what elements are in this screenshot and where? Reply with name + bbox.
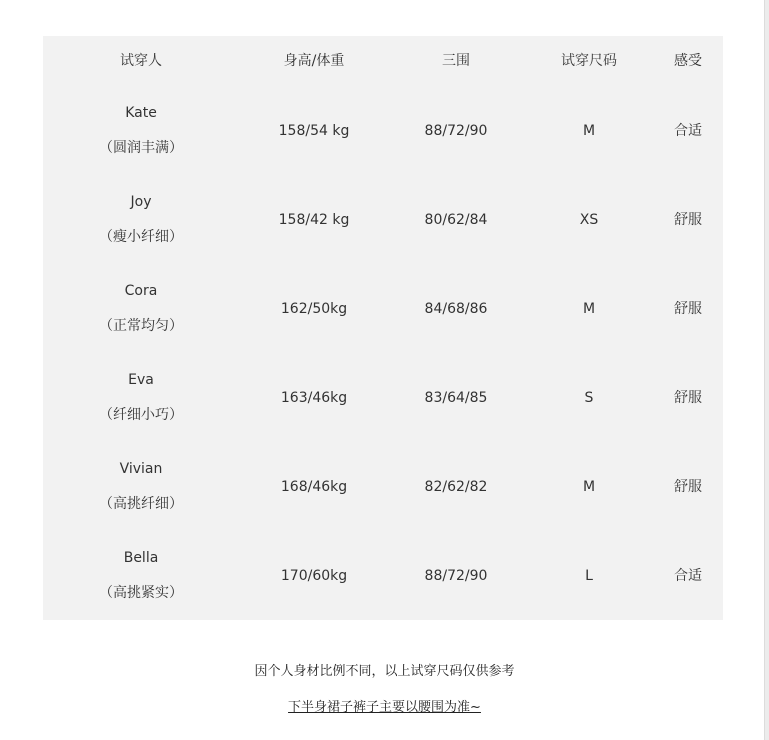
measurements-value: 88/72/90 <box>424 123 488 139</box>
table-row <box>43 371 723 460</box>
size-value: L <box>585 568 593 584</box>
measurements-value: 82/62/82 <box>424 479 488 495</box>
height-weight-value: 158/42 kg <box>278 212 350 228</box>
measurements-value: 83/64/85 <box>424 390 488 406</box>
table-row <box>43 104 723 193</box>
tester-body-type: （高挑紧实） <box>99 585 183 601</box>
tester-body-type: （纤细小巧） <box>99 407 183 423</box>
header-size: 试穿尺码 <box>561 53 617 69</box>
tester-body-type: （正常均匀） <box>99 318 183 334</box>
header-tester: 试穿人 <box>120 53 162 69</box>
tester-name: Vivian <box>119 461 163 477</box>
feeling-value: 舒服 <box>674 212 702 228</box>
height-weight-value: 158/54 kg <box>278 123 350 139</box>
size-trial-table <box>43 36 723 620</box>
tester-body-type: （高挑纤细） <box>99 496 183 512</box>
tester-name: Bella <box>123 550 159 566</box>
size-value: XS <box>579 212 599 228</box>
measurements-value: 80/62/84 <box>424 212 488 228</box>
height-weight-value: 162/50kg <box>280 301 348 317</box>
tester-name: Kate <box>125 105 157 121</box>
waist-guide-link-row <box>0 696 769 715</box>
feeling-value: 舒服 <box>674 301 702 317</box>
size-value: M <box>582 123 596 139</box>
feeling-value: 合适 <box>674 568 702 584</box>
feeling-value: 舒服 <box>674 390 702 406</box>
header-height-weight: 身高/体重 <box>283 53 345 69</box>
feeling-value: 合适 <box>674 123 702 139</box>
scrollbar-edge[interactable] <box>764 0 769 740</box>
size-value: M <box>582 301 596 317</box>
tester-name: Joy <box>130 194 152 210</box>
feeling-value: 舒服 <box>674 479 702 495</box>
measurements-value: 88/72/90 <box>424 568 488 584</box>
size-value: M <box>582 479 596 495</box>
header-feeling: 感受 <box>674 53 702 69</box>
table-row <box>43 460 723 549</box>
table-row <box>43 193 723 282</box>
waist-guide-link[interactable]: 下半身裙子裤子主要以腰围为准~ <box>288 700 481 715</box>
table-row <box>43 549 723 638</box>
tester-body-type: （瘦小纤细） <box>99 229 183 245</box>
header-measurements: 三围 <box>442 53 470 69</box>
size-reference-note: 因个人身材比例不同，以上试穿尺码仅供参考 <box>254 664 515 679</box>
table-row <box>43 282 723 371</box>
size-value: S <box>584 390 594 406</box>
tester-body-type: （圆润丰满） <box>99 140 183 156</box>
measurements-value: 84/68/86 <box>424 301 488 317</box>
height-weight-value: 168/46kg <box>280 479 348 495</box>
height-weight-value: 170/60kg <box>280 568 348 584</box>
tester-name: Eva <box>128 372 154 388</box>
tester-name: Cora <box>124 283 158 299</box>
height-weight-value: 163/46kg <box>280 390 348 406</box>
